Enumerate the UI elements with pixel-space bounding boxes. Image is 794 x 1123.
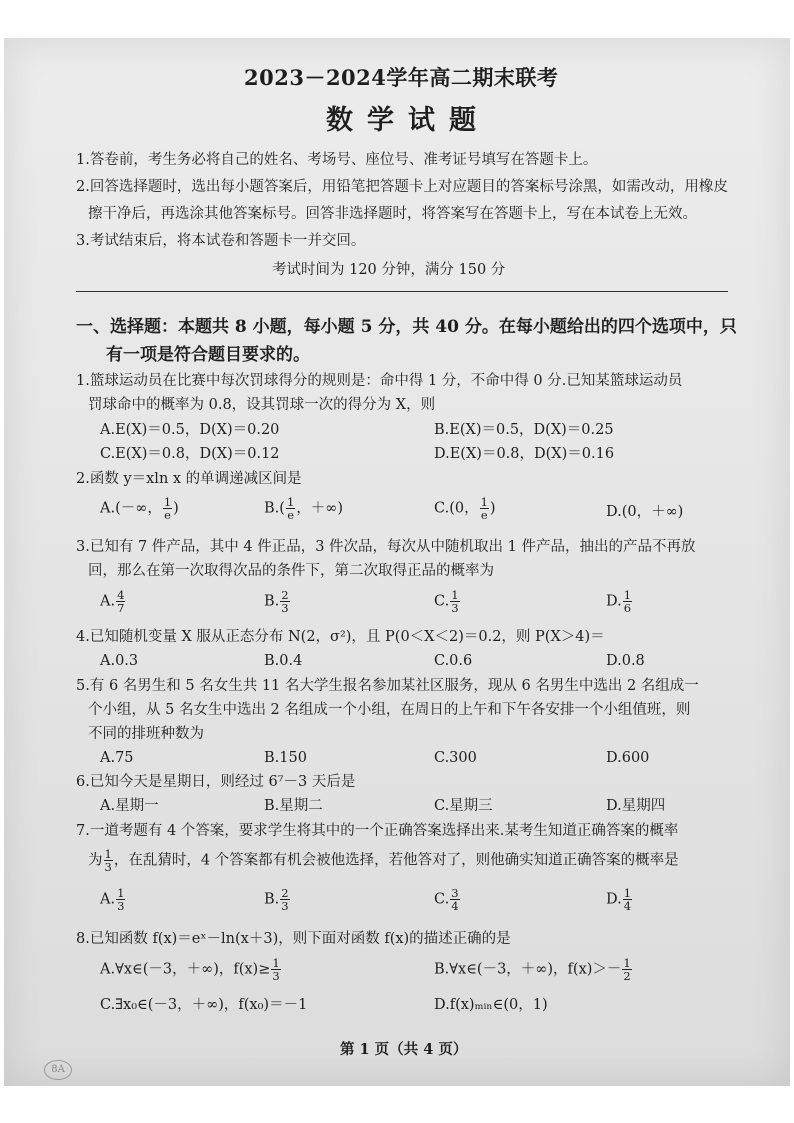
q2-option-d: D.(0，＋∞) [606, 504, 684, 520]
q5-option-d: D.600 [606, 750, 650, 766]
fraction: $\frac{3}{4}$ [451, 886, 459, 913]
q5-option-b: B.150 [264, 750, 307, 766]
fraction: $\frac{1}{e}$ [480, 495, 488, 522]
q5-stem: 5.有 6 名男生和 5 名女生共 11 名大学生报名参加某社区服务，现从 6 名男生中选出 2 名组成一 [76, 678, 699, 694]
instruction-2: 2.回答选择题时，选出每小题答案后，用铅笔把答题卡上对应题目的答案标号涂黑，如需改动，用橡皮 [76, 179, 728, 195]
fraction: $\frac{1}{3}$ [104, 847, 112, 874]
q6-option-c: C.星期三 [434, 798, 493, 814]
q1-stem: 1.篮球运动员在比赛中每次罚球得分的规则是：命中得 1 分，不命中得 0 分.已知某篮球运动员 [76, 373, 683, 389]
q2-option-a: A.(－∞， $\frac{1}{e}$ ) [100, 495, 179, 522]
q8-option-b: B.∀x∈(－3，＋∞)，f(x)＞－ $\frac{1}{2}$ [434, 956, 631, 983]
q7-option-d: D. $\frac{1}{4}$ [606, 886, 632, 913]
q4-option-b: B.0.4 [264, 653, 303, 669]
q2-stem: 2.函数 y＝xln x 的单调递减区间是 [76, 471, 302, 487]
fraction: $\frac{1}{2}$ [623, 956, 631, 983]
q5-option-c: C.300 [434, 750, 477, 766]
stamp-mark: 8A [44, 1060, 72, 1080]
q1-option-a: A.E(X)＝0.5，D(X)＝0.20 [100, 422, 280, 438]
q3-option-c: C. $\frac{1}{3}$ [434, 588, 459, 615]
header-divider [76, 291, 728, 292]
q7-option-c: C. $\frac{3}{4}$ [434, 886, 459, 913]
q2-option-b: B.( $\frac{1}{e}$ ，＋∞) [264, 495, 344, 522]
fraction: $\frac{1}{6}$ [623, 588, 632, 615]
instruction-2-cont: 擦干净后，再选涂其他答案标号。回答非选择题时，将答案写在答题卡上，写在本试卷上无效。 [88, 206, 697, 222]
q3-option-a: A. $\frac{4}{7}$ [100, 588, 125, 615]
q7-stem-cont: 为 $\frac{1}{3}$ ，在乱猜时，4 个答案都有机会被他选择，若他答对了，则他确实知道正确答案的概率是 [88, 847, 679, 874]
q4-option-c: C.0.6 [434, 653, 473, 669]
fraction: $\frac{1}{e}$ [163, 495, 172, 522]
q5-stem-cont: 个小组，从 5 名女生中选出 2 名组成一个小组，在周日的上午和下午各安排一个小组值班，则 [88, 702, 691, 718]
section-heading: 一、选择题：本题共 8 小题，每小题 5 分，共 40 分。在每小题给出的四个选项中，只 [76, 317, 737, 337]
q1-option-c: C.E(X)＝0.8，D(X)＝0.12 [100, 446, 280, 462]
instruction-1: 1.答卷前，考生务必将自己的姓名、考场号、座位号、准考证号填写在答题卡上。 [76, 152, 598, 168]
q3-option-d: D. $\frac{1}{6}$ [606, 588, 632, 615]
q4-option-d: D.0.8 [606, 653, 645, 669]
q1-stem-cont: 罚球命中的概率为 0.8，设其罚球一次的得分为 X，则 [88, 397, 436, 413]
exam-title: 2023－2024学年高二期末联考 [244, 65, 559, 90]
fraction: $\frac{4}{7}$ [117, 588, 125, 615]
q6-option-d: D.星期四 [606, 798, 666, 814]
q3-stem: 3.已知有 7 件产品，其中 4 件正品，3 件次品，每次从中随机取出 1 件产品，抽出的产品不再放 [76, 539, 696, 555]
q1-option-d: D.E(X)＝0.8，D(X)＝0.16 [434, 446, 615, 462]
q8-option-a: A.∀x∈(－3，＋∞)，f(x)≥ $\frac{1}{3}$ [100, 956, 280, 983]
page-number: 第 1 页（共 4 页） [340, 1041, 468, 1058]
fraction: $\frac{2}{3}$ [281, 886, 289, 913]
fraction: $\frac{1}{e}$ [286, 495, 295, 522]
fraction: $\frac{1}{3}$ [451, 588, 459, 615]
q2-option-c: C.(0， $\frac{1}{e}$ ) [434, 495, 496, 522]
fraction: $\frac{1}{4}$ [623, 886, 632, 913]
q5-option-a: A.75 [100, 750, 134, 766]
q3-stem-cont: 回，那么在第一次取得次品的条件下，第二次取得正品的概率为 [88, 563, 494, 579]
q1-option-b: B.E(X)＝0.5，D(X)＝0.25 [434, 422, 614, 438]
q8-option-c: C.∃x₀∈(－3，＋∞)，f(x₀)＝－1 [100, 997, 308, 1013]
fraction: $\frac{2}{3}$ [281, 588, 289, 615]
instruction-3: 3.考试结束后，将本试卷和答题卡一并交回。 [76, 233, 366, 249]
q8-option-d: D.f(x)ₘᵢₙ∈(0，1) [434, 997, 548, 1013]
q3-option-b: B. $\frac{2}{3}$ [264, 588, 289, 615]
q4-option-a: A.0.3 [100, 653, 139, 669]
q6-option-b: B.星期二 [264, 798, 323, 814]
section-heading-cont: 有一项是符合题目要求的。 [106, 345, 310, 365]
q4-stem: 4.已知随机变量 X 服从正态分布 N(2，σ²)，且 P(0＜X＜2)＝0.2，则 P(X＞4)＝ [76, 629, 605, 645]
q8-stem: 8.已知函数 f(x)＝eˣ－ln(x＋3)，则下面对函数 f(x)的描述正确的是 [76, 931, 511, 947]
q6-option-a: A.星期一 [100, 798, 159, 814]
q7-option-b: B. $\frac{2}{3}$ [264, 886, 289, 913]
q7-option-a: A. $\frac{1}{3}$ [100, 886, 125, 913]
q6-stem: 6.已知今天是星期日，则经过 6⁷－3 天后是 [76, 774, 356, 790]
fraction: $\frac{1}{3}$ [117, 886, 125, 913]
subject-title: 数学试题 [326, 105, 490, 136]
fraction: $\frac{1}{3}$ [272, 956, 280, 983]
q5-stem-cont2: 不同的排班种数为 [88, 726, 204, 742]
q7-stem: 7.一道考题有 4 个答案，要求学生将其中的一个正确答案选择出来.某考生知道正确答案的概率 [76, 823, 679, 839]
time-info: 考试时间为 120 分钟，满分 150 分 [272, 262, 506, 278]
